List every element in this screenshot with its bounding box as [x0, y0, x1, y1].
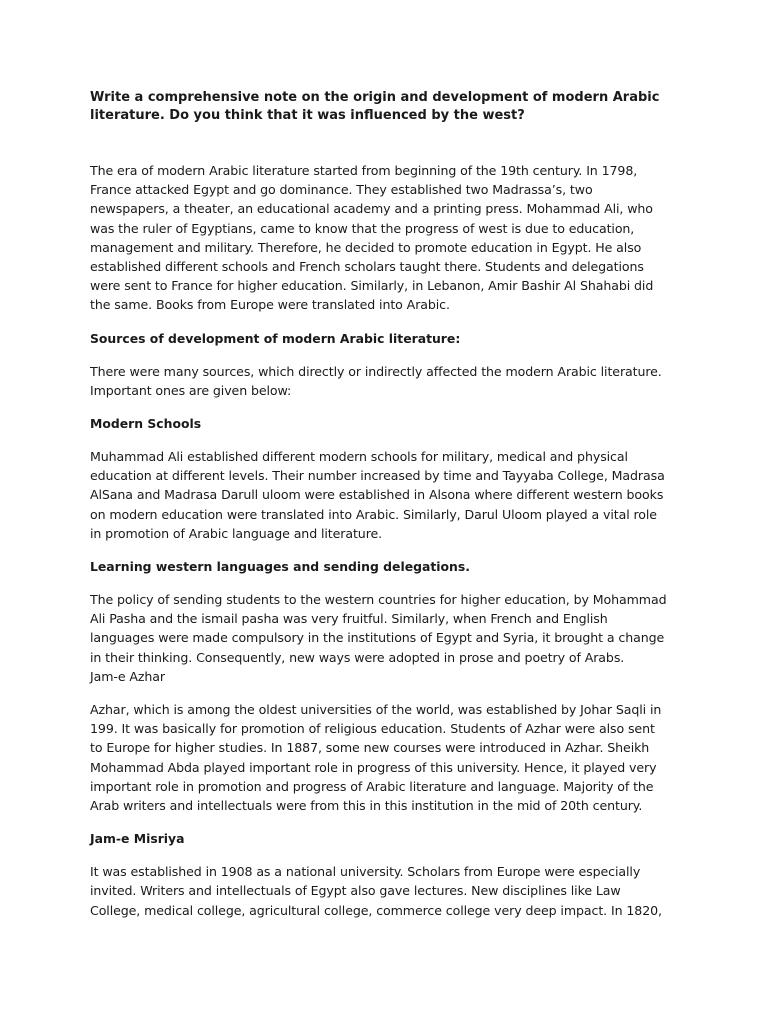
text-line: on modern education were translated into Arabic. Similarly, Darul Uloom played a vital role: [90, 506, 657, 522]
document-title: [90, 89, 690, 125]
text-line: The policy of sending students to the western countries for higher education, by Mohammad: [90, 592, 667, 608]
text-line: The era of modern Arabic literature started from beginning of the 19th century. In 1798,: [90, 163, 638, 178]
text-line: were sent to France for higher education. Similarly, in Lebanon, Amir Bashir Al Shahabi did: [90, 278, 654, 294]
text-line: newspapers, a theater, an educational academy and a printing press. Mohammad Ali, who: [90, 201, 653, 217]
modern-schools-heading: Modern Schools: [90, 416, 202, 432]
text-line: Arab writers and intellectuals were from this in this institution in the mid of 20th century.: [90, 798, 643, 814]
sources-paragraph: [90, 362, 690, 400]
text-line: languages were made compulsory in the institutions of Egypt and Syria, it brought a change: [90, 630, 665, 646]
text-line: in promotion of Arabic language and literature.: [90, 525, 383, 541]
learning-heading: Learning western languages and sending delegations.: [90, 559, 470, 575]
text-line: College, medical college, agricultural college, commerce college very deep impact. In 1820,: [90, 902, 662, 918]
text-line: Important ones are given below:: [90, 382, 292, 398]
text-line: Ali Pasha and the ismail pasha was very fruitful. Similarly, when French and English: [90, 611, 608, 627]
azhar-paragraph: [90, 700, 690, 815]
text-line: to Europe for higher studies. In 1887, some new courses were introduced in Azhar. Sheikh: [90, 740, 650, 756]
text-line: the same. Books from Europe were translated into Arabic.: [90, 297, 450, 313]
misriya-heading: Jam-e Misriya: [90, 831, 185, 847]
text-line: AlSana and Madrasa Darull uloom were established in Alsona where different western books: [90, 487, 664, 503]
text-line: was the ruler of Egyptians, came to know that the progress of west is due to education,: [90, 220, 635, 236]
text-line: education at different levels. Their number increased by time and Tayyaba College, Madrasa: [90, 468, 665, 484]
sources-heading: Sources of development of modern Arabic literature:: [90, 330, 461, 346]
text-line: management and military. Therefore, he decided to promote education in Egypt. He also: [90, 239, 642, 255]
misriya-paragraph: [90, 862, 690, 920]
text-line: It was established in 1908 as a national university. Scholars from Europe were especially: [90, 864, 641, 880]
learning-paragraph: [90, 590, 690, 686]
title-line: literature. Do you think that it was influenced by the west?: [90, 108, 525, 123]
intro-paragraph: [90, 161, 690, 315]
text-line: in their thinking. Consequently, new ways were adopted in prose and poetry of Arabs.: [90, 649, 625, 665]
text-line: Mohammad Abda played important role in progress of this university. Hence, it played very: [90, 759, 657, 775]
text-line: There were many sources, which directly or indirectly affected the modern Arabic literature.: [90, 363, 662, 379]
text-line: important role in promotion and progress of Arabic literature and language. Majority of the: [90, 778, 654, 794]
text-line: Jam-e Azhar: [90, 668, 165, 684]
text-line: established different schools and French scholars taught there. Students and delegations: [90, 259, 644, 275]
document-page: [90, 89, 690, 920]
text-line: Azhar, which is among the oldest universities of the world, was established by Johar Saqli in: [90, 702, 662, 718]
text-line: invited. Writers and intellectuals of Egypt also gave lectures. New disciplines like Law: [90, 883, 621, 899]
title-line: Write a comprehensive note on the origin and development of modern Arabic: [90, 90, 660, 105]
text-line: France attacked Egypt and go dominance. They established two Madrassa’s, two: [90, 182, 593, 198]
text-line: Muhammad Ali established different modern schools for military, medical and physical: [90, 449, 628, 465]
modern-schools-paragraph: [90, 447, 690, 543]
text-line: 199. It was basically for promotion of religious education. Students of Azhar were also sent: [90, 721, 655, 737]
